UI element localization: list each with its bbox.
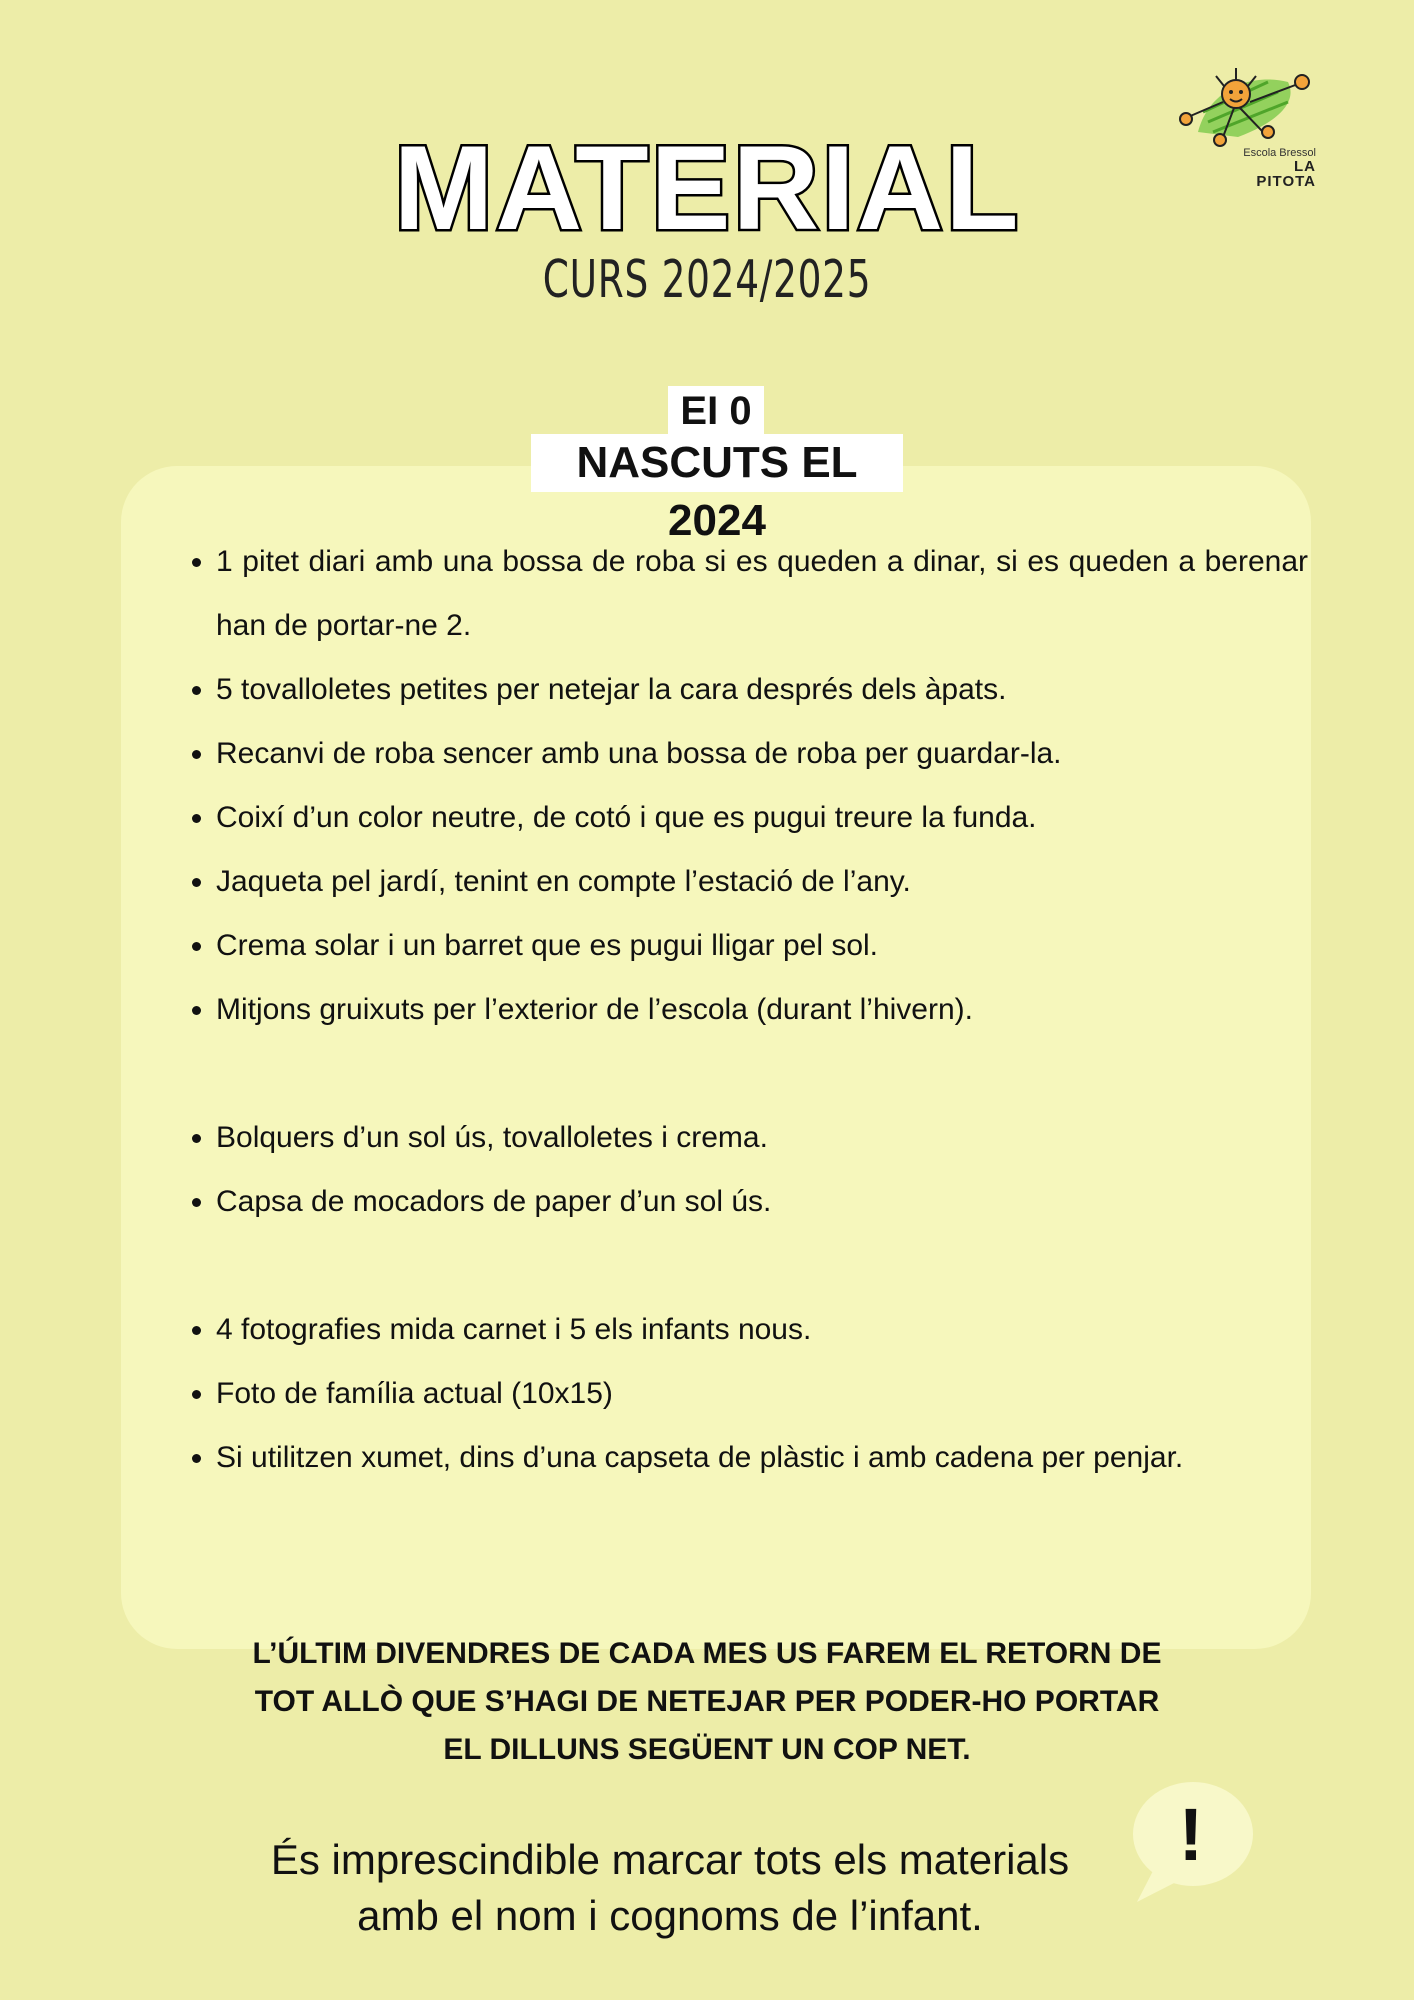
list-item: • Bolquers d’un sol ús, tovalloletes i crema. [216,1106,1308,1170]
reminder-line-1: És imprescindible marcar tots els materials [270,1836,1070,1883]
list-item: • 4 fotografies mida carnet i 5 els infants nous. [216,1298,1308,1362]
list-item: • Crema solar i un barret que es pugui lligar pel sol. [216,914,1308,978]
list-item: • Jaqueta pel jardí, tenint en compte l’estació de l’any. [216,850,1308,914]
list-item: • Mitjons gruixuts per l’exterior de l’escola (durant l’hivern). [216,978,1308,1042]
reminder-line-2: amb el nom i cognoms de l’infant. [357,1892,983,1939]
list-item: • Coixí d’un color neutre, de cotó i que es pugui treure la funda. [216,786,1308,850]
logo-line-2: LA PITOTA [1256,158,1316,190]
course-subtitle: CURS 2024/2025 [542,250,872,310]
notice-line-2: TOT ALLÒ QUE S’HAGI DE NETEJAR PER PODER-HO PORTAR [254,1685,1160,1718]
list-item: • Si utilitzen xumet, dins d’una capseta de plàstic i amb cadena per penjar. [216,1426,1308,1490]
labeling-reminder [200,1832,1140,1944]
notice-line-1: L’ÚLTIM DIVENDRES DE CADA MES US FAREM EL RETORN DE [252,1637,1162,1670]
group-sublabel: NASCUTS EL 2024 [531,434,903,492]
speech-bubble-icon [1125,1772,1255,1908]
materials-list [180,530,1308,1490]
list-item: • 5 tovalloletes petites per netejar la cara després dels àpats. [216,658,1308,722]
return-notice [0,1630,1414,1774]
notice-line-3: EL DILLUNS SEGÜENT UN COP NET. [443,1733,971,1766]
logo-line-1: Escola Bressol [1243,147,1316,159]
group-label: EI 0 [668,386,764,436]
page-title: MATERIAL [393,121,1021,255]
list-item: • 1 pitet diari amb una bossa de roba si es queden a dinar, si es queden a berenar han de portar-ne 2. [216,530,1308,658]
list-item: • Capsa de mocadors de paper d’un sol ús. [216,1170,1308,1234]
list-item: • Foto de família actual (10x15) [216,1362,1308,1426]
list-item: • Recanvi de roba sencer amb una bossa de roba per guardar-la. [216,722,1308,786]
exclamation-mark: ! [1178,1793,1204,1876]
